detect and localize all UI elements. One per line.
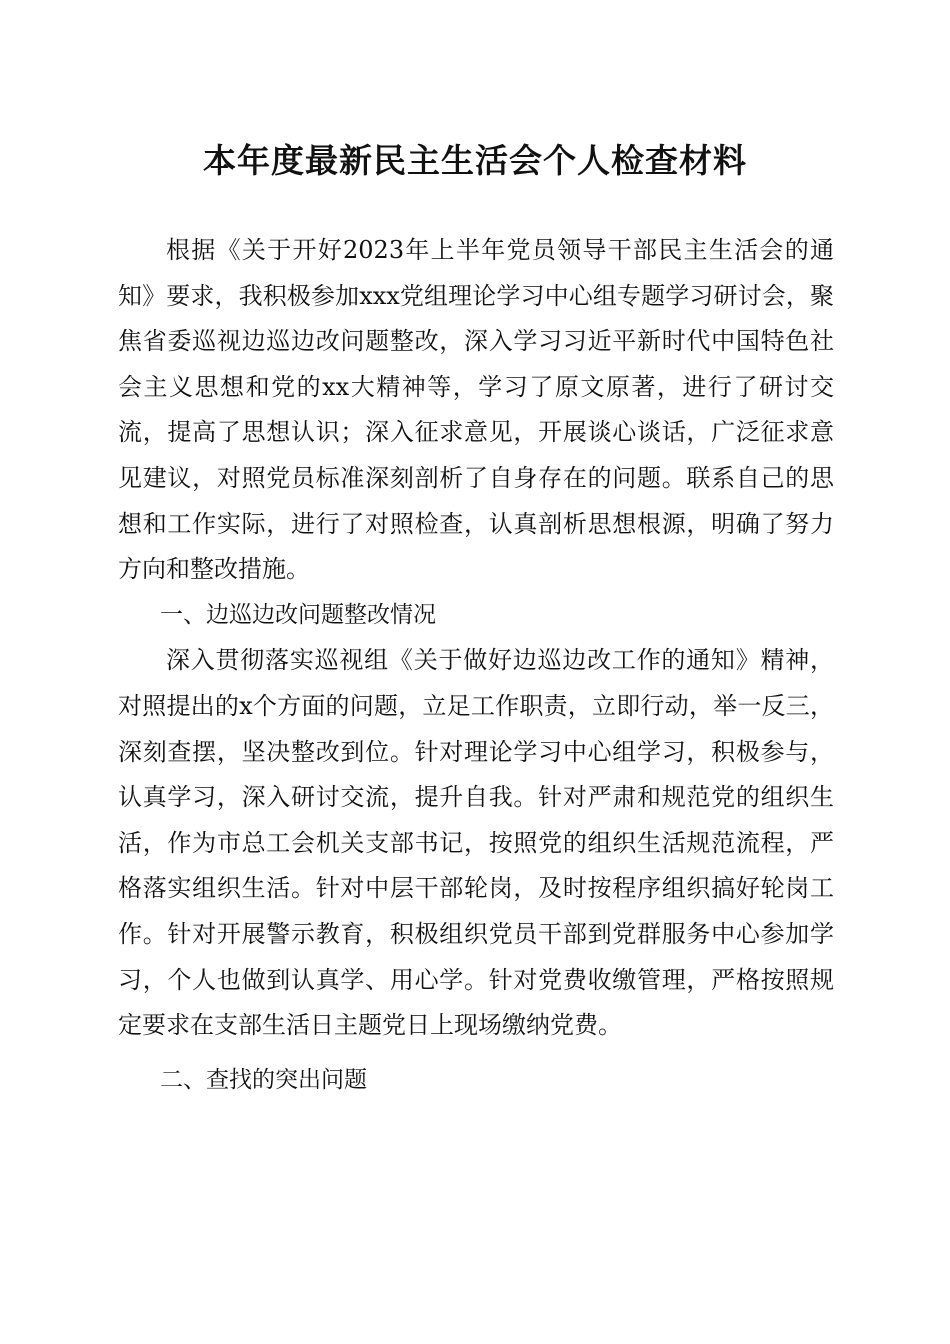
document-body <box>118 228 834 1103</box>
intro-paragraph: 根据《关于开好2023年上半年党员领导干部民主生活会的通知》要求，我积极参加xxx党组理论学习中心组专题学习研讨会，聚焦省委巡视边巡边改问题整改，深入学习习近平新时代中国特色社会主义思想和党的xx大精神等，学习了原文原著，进行了研讨交流，提高了思想认识；深入征求意见，开展谈心谈话，广泛征求意见建议，对照党员标准深刻剖析了自身存在的问题。联系自己的思想和工作实际，进行了对照检查，认真剖析思想根源，明确了努力方向和整改措施。 <box>118 236 834 584</box>
section-heading-1: 一、边巡边改问题整改情况 <box>160 601 436 628</box>
section-heading-2: 二、查找的突出问题 <box>160 1066 367 1093</box>
section-1-paragraph: 深入贯彻落实巡视组《关于做好边巡边改工作的通知》精神，对照提出的x个方面的问题，立足工作职责，立即行动，举一反三，深刻查摆，坚决整改到位。针对理论学习中心组学习，积极参与，认真学习，深入研讨交流，提升自我。针对严肃和规范党的组织生活，作为市总工会机关支部书记，按照党的组织生活规范流程，严格落实组织生活。针对中层干部轮岗，及时按程序组织搞好轮岗工作。针对开展警示教育，积极组织党员干部到党群服务中心参加学习，个人也做到认真学、用心学。针对党费收缴管理，严格按照规定要求在支部生活日主题党日上现场缴纳党费。 <box>118 646 834 1040</box>
document-title: 本年度最新民主生活会个人检查材料 <box>203 141 747 180</box>
